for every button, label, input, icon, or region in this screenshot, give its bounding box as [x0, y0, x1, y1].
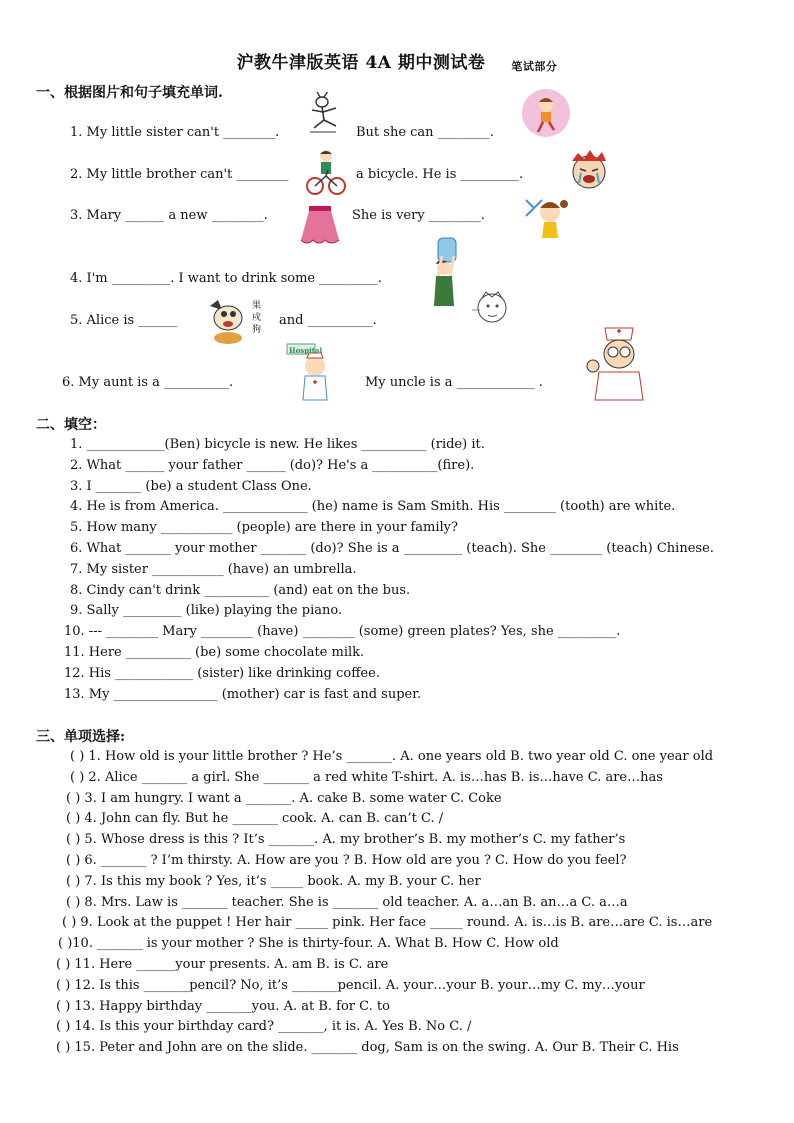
s1-q6-part2: My uncle is a ____________ . — [365, 375, 543, 390]
section3-heading: 三、单项选择: — [36, 729, 126, 745]
s1-q2-part2: a bicycle. He is _________. — [356, 167, 524, 182]
title-text: 沪教牛津版英语 4A 期中测试卷 — [236, 53, 486, 73]
girl-windmill-icon — [520, 190, 572, 246]
fill-in-item: 3. I _______ (be) a student Class One. — [70, 478, 312, 494]
sketch-face-icon — [470, 288, 510, 328]
s1-q4: 4. I'm _________. I want to drink some _________. — [70, 271, 382, 286]
choice-question: ( ) 1. How old is your little brother ? He’s _______. A. one years old B. two year old C. one year old — [70, 749, 714, 764]
fill-in-item: 6. What _______ your mother _______ (do)? She is a _________ (teach). She ________ (teach) Chinese. — [70, 541, 714, 556]
title-subtitle: 笔试部分 — [511, 60, 558, 73]
crying-face-icon — [566, 147, 612, 193]
s1-q1-part1: 1. My little sister can't ________. — [70, 125, 280, 140]
s1-q3-part1: 3. Mary ______ a new ________. — [70, 208, 268, 223]
running-girl-icon — [521, 88, 571, 138]
girl-drinking-water-icon — [426, 236, 466, 308]
s1-q5-part1: 5. Alice is ______ — [70, 313, 178, 328]
fill-in-item: 8. Cindy can't drink __________ (and) eat on the bus. — [70, 582, 411, 598]
fill-in-item: 12. His ____________ (sister) like drinking coffee. — [64, 665, 380, 681]
running-rabbit-icon — [300, 92, 348, 140]
choice-question: ( ) 12. Is this _______pencil? No, it’s _______pencil. A. your…your B. your…my C. my…your — [56, 977, 645, 993]
hospital-label: Hospital — [289, 346, 323, 355]
boy-bicycle-icon — [306, 148, 346, 196]
choice-question: ( ) 6. _______ ? I’m thirsty. A. How are you ? B. How old are you ? C. How do you feel? — [66, 853, 627, 868]
s1-q5-part2: and __________. — [279, 313, 377, 328]
fill-in-item: 13. My ________________ (mother) car is fast and super. — [64, 686, 422, 702]
section2-heading: 二、填空： — [36, 417, 106, 433]
fill-in-item: 2. What ______ your father ______ (do)? He's a __________(fire). — [70, 457, 475, 473]
choice-question: ( ) 11. Here ______your presents. A. am B. is C. are — [56, 957, 389, 972]
choice-question: ( )10. _______ is your mother ? She is thirty-four. A. What B. How C. How old — [58, 936, 559, 952]
fill-in-item: 11. Here __________ (be) some chocolate milk. — [64, 645, 365, 660]
dog-label: 果戍狗 — [252, 301, 262, 335]
choice-question: ( ) 8. Mrs. Law is _______ teacher. She is _______ old teacher. A. a…an B. an…a C. a…a — [66, 894, 628, 910]
choice-question: ( ) 2. Alice _______ a girl. She _______ a red white T-shirt. A. is…has B. is…have C. are…has — [70, 769, 663, 785]
choice-question: ( ) 7. Is this my book ? Yes, it’s _____ book. A. my B. your C. her — [66, 873, 481, 889]
choice-question: ( ) 3. I am hungry. I want a _______. A. cake B. some water C. Coke — [66, 790, 502, 806]
section1-heading: 一、根据图片和句子填充单词. — [36, 85, 223, 101]
s1-q3-part2: She is very ________. — [352, 208, 485, 223]
s1-q6-part1: 6. My aunt is a __________. — [62, 375, 234, 390]
page-title — [0, 48, 794, 73]
fill-in-item: 7. My sister ___________ (have) an umbrella. — [70, 561, 357, 577]
fill-in-item: 5. How many ___________ (people) are there in your family? — [70, 520, 459, 536]
choice-question: ( ) 9. Look at the puppet ! Her hair _____ pink. Her face _____ round. A. is…is B. are…are C. is…are — [62, 915, 713, 931]
choice-question: ( ) 4. John can fly. But he _______ cook. A. can B. can’t C. / — [66, 811, 444, 827]
pink-skirt-icon — [297, 204, 343, 246]
fill-in-item: 10. --- ________ Mary ________ (have) ________ (some) green plates? Yes, she _________. — [64, 624, 621, 640]
s1-q1-part2: But she can ________. — [356, 125, 494, 140]
choice-question: ( ) 14. Is this your birthday card? _______, it is. A. Yes B. No C. / — [56, 1019, 472, 1035]
choice-question: ( ) 5. Whose dress is this ? It’s _______. A. my brother’s B. my mother’s C. my father’s — [66, 832, 626, 848]
fill-in-item: 1. ____________(Ben) bicycle is new. He likes __________ (ride) it. — [70, 437, 485, 452]
fill-in-item: 4. He is from America. _____________ (he) name is Sam Smith. His ________ (tooth) are white. — [70, 499, 676, 515]
choice-question: ( ) 15. Peter and John are on the slide. _______ dog, Sam is on the swing. A. Our B. Their C. His — [56, 1040, 679, 1056]
choice-question: ( ) 13. Happy birthday _______you. A. at B. for C. to — [56, 998, 390, 1014]
fill-in-item: 9. Sally _________ (like) playing the piano. — [70, 603, 343, 619]
doctor-icon — [585, 322, 653, 402]
s1-q2-part1: 2. My little brother can't ________ — [70, 167, 289, 182]
